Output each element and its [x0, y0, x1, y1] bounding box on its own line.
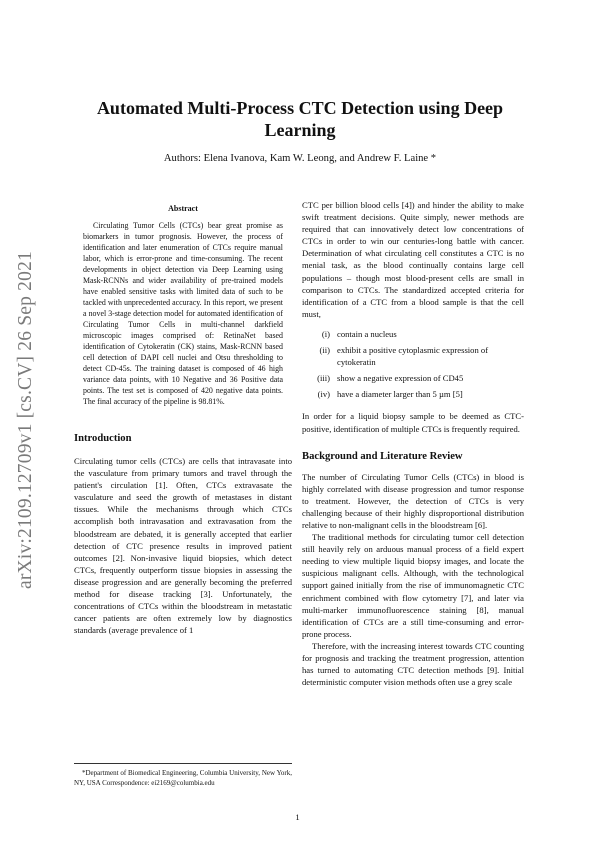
introduction-paragraph: Circulating tumor cells (CTCs) are cells that intravasate into the vasculature from primary tumors and travel through the patient's circulation [1]. Often, CTCs extravasate the vasculature and seed the growth of metastases in distant tissues. While the mechanisms through which CTCs accomplish both intravasation and extravasation from the bloodstream are debated, it is generally accepted that earlier detection of CTC presence results in improved patient outcomes [2]. Non-invasive liquid biopsies, which detect CTCs, frequently outperform tissue biopsies in assessing the disease progression and are generally becoming the preferred method for disease tracking [3]. Unfortunately, the concentrations of CTCs within the bloodstream in metastatic cancer patients are often extremely low by diagnostics standards (average prevalence of 1 — [74, 456, 292, 636]
author-list: Authors: Elena Ivanova, Kam W. Leong, and Andrew F. Laine * — [163, 153, 437, 164]
left-column — [74, 204, 292, 636]
body-paragraph: Therefore, with the increasing interest towards CTC counting for prognosis and tracking the treatment progression, attention has turned to automating CTC detection methods [9]. Initial deterministic computer vision methods often use a grey scale — [302, 640, 524, 688]
body-paragraph: CTC per billion blood cells [4]) and hinder the ability to make swift treatment decisions. Quite simply, newer methods are required that can innovatively detect low concentrations of CTCs in order to win our centuries-long battle with cancer. Determination of what circulating cell constitutes a CTC is no menial task, as the blood continually contains large cell populations – though most blood-present cells are small in comparison to CTCs. The standardized accepted criteria for identification of a CTC from a blood sample is that the cell must, — [302, 200, 524, 319]
paper-title: Automated Multi-Process CTC Detection using Deep Learning — [96, 98, 504, 140]
list-item-number: (iii) — [317, 373, 330, 384]
list-item-text: contain a nucleus — [337, 328, 397, 339]
list-item — [302, 372, 524, 384]
affiliation-footnote — [74, 763, 292, 788]
body-paragraph: In order for a liquid biopsy sample to be deemed as CTC-positive, identification of multiple CTCs is frequently required. — [302, 411, 524, 434]
footnote-text: *Department of Biomedical Engineering, Columbia University, New York, NY, USA Correspondence: ei2169@columbia.edu — [74, 769, 292, 787]
right-column — [302, 199, 524, 688]
arxiv-identifier-text: arXiv:2109.12709v1 [cs.CV] 26 Sep 2021 — [15, 251, 36, 589]
list-item — [302, 328, 524, 340]
list-item-text: exhibit a positive cytoplasmic expression of cytokeratin — [337, 345, 489, 368]
list-item-text: show a negative expression of CD45 — [337, 373, 464, 384]
list-item — [302, 388, 524, 400]
abstract-heading: Abstract — [168, 204, 198, 213]
background-heading: Background and Literature Review — [302, 450, 463, 462]
list-item-number: (i) — [321, 328, 330, 339]
list-item-number: (ii) — [319, 345, 330, 356]
abstract-text: Circulating Tumor Cells (CTCs) bear great promise as biomarkers in tumor prognosis. However, the process of identification and later enumeration of CTCs require manual labor, which is error-prone and time-consuming. The recent developments in object detection via Deep Learning using Mask-RCNNs and wider availability of pre-trained models have enabled sensitive tasks with limited data of such to be tackled with unprecedented accuracy. In this report, we present a novel 3-stage detection model for automated identification of Circulating Tumor Cells in multi-channel darkfield microscopic images comprised of: RetinaNet based identification of Cytokeratin (CK) stains, Mask-RCNN based cell detection of DAPI cell nuclei and Otsu thresholding to detect CD-45s. The training dataset is composed of 46 high variance data points, with 10 Negative and 36 Positive data points. The test set is composed of 420 negative data points. The final accuracy of the pipeline is 98.81%. — [83, 221, 283, 406]
ctc-criteria-list — [302, 328, 524, 400]
arxiv-identifier — [6, 190, 46, 650]
page-number: 1 — [295, 812, 300, 822]
body-paragraph: The number of Circulating Tumor Cells (CTCs) in blood is highly correlated with disease progression and tumor response to treatment. However, the detection of CTCs is very challenging because of their highly disproportional distribution relative to non-malignant cells in the bloodstream [6]. — [302, 471, 524, 530]
body-paragraph: The traditional methods for circulating tumor cell detection still heavily rely on arduous manual process of a field expert needing to view multiple liquid biopsy images, and locate the suspicious malignant cells. Although, with the technological support gained initially from the rise of immunomagnetic CTC enrichment combined with flow cytometry [7], and later via multi-marker immunofluorescence staining [8], manual identification of CTCs are a still time-consuming and error-prone process. — [302, 532, 524, 639]
list-item-text: have a diameter larger than 5 µm [5] — [337, 389, 463, 400]
list-item-number: (iv) — [317, 389, 330, 400]
list-item — [302, 344, 524, 368]
introduction-heading: Introduction — [74, 433, 132, 444]
